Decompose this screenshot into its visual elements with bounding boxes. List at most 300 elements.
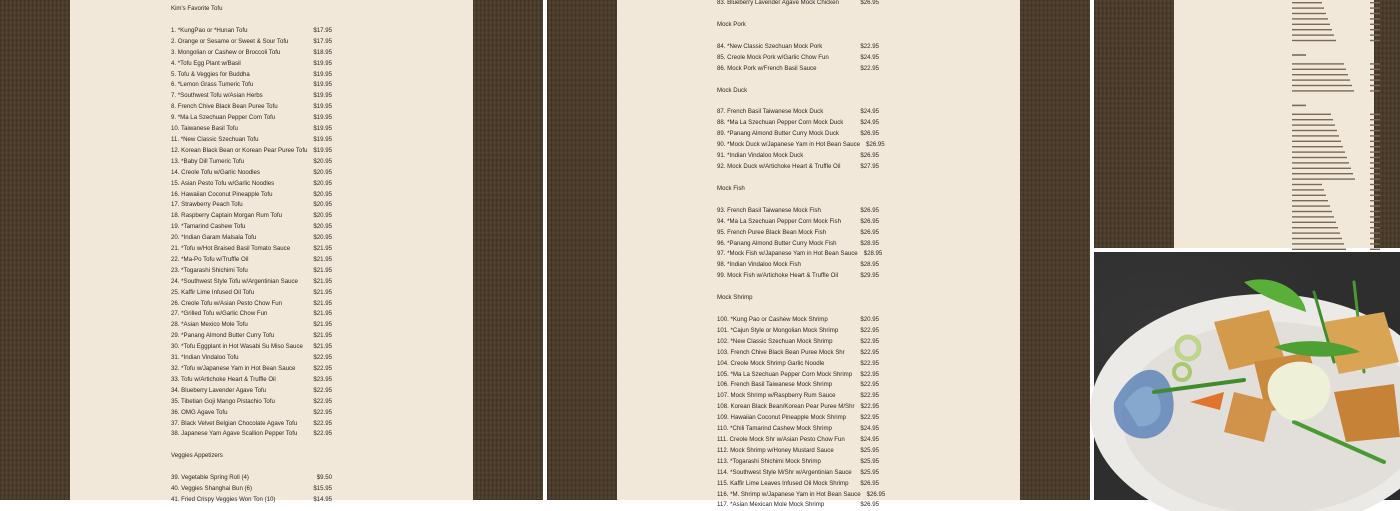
mini-text-line xyxy=(1370,227,1380,228)
menu-item xyxy=(171,484,332,495)
menu-item-name: 84. *New Classic Szechuan Mock Pork xyxy=(717,42,823,50)
menu-item-name: 115. Kaffir Lime Leaves Infused Oil Mock Shrimp xyxy=(717,479,849,487)
mini-text-line xyxy=(1292,232,1340,233)
menu-item-price: $19.95 xyxy=(313,114,332,122)
menu-item-price: $26.95 xyxy=(860,217,879,225)
menu-item-name: 28. *Asian Mexico Mole Tofu xyxy=(171,321,248,329)
mini-text-line xyxy=(1292,79,1350,80)
menu-item-price: $20.95 xyxy=(313,201,332,209)
menu-item-price: $21.95 xyxy=(313,299,332,307)
menu-item-price: $20.95 xyxy=(313,179,332,187)
menu-item xyxy=(717,260,879,271)
menu-item-price: $26.95 xyxy=(860,206,879,214)
mini-text-line xyxy=(1292,162,1349,163)
menu-item-price: $21.95 xyxy=(313,288,332,296)
menu-item-name: 4. *Tofu Egg Plant w/Basil xyxy=(171,59,241,67)
menu-item-price: $22.95 xyxy=(860,414,879,422)
menu-item xyxy=(171,146,332,157)
menu-item xyxy=(717,129,879,140)
menu-item-name: 24. *Southwest Style Tofu w/Argentinian Sauce xyxy=(171,277,298,285)
mini-text-line xyxy=(1370,29,1380,30)
menu-item-name: 96. *Panang Almond Butter Curry Mock Fish xyxy=(717,239,837,247)
mini-text-line xyxy=(1292,24,1330,25)
menu-item-name: 89. *Panang Almond Butter Curry Mock Duck xyxy=(717,130,839,138)
mini-text-line xyxy=(1370,232,1380,233)
menu-item-name: 39. Vegetable Spring Roll (4) xyxy=(171,474,249,482)
menu-item-price: $22.95 xyxy=(313,397,332,405)
menu-item xyxy=(171,37,332,48)
menu-item xyxy=(171,429,332,440)
mini-text-line xyxy=(1370,146,1380,147)
menu-item-price: $20.95 xyxy=(313,223,332,231)
mini-text-line xyxy=(1292,157,1347,158)
menu-item xyxy=(717,206,879,217)
menu-item xyxy=(717,500,879,511)
menu-item-price: $22.95 xyxy=(860,403,880,411)
menu-item-price: $14.95 xyxy=(313,496,332,504)
menu-item-name: 7. *Southwest Tofu w/Asian Herbs xyxy=(171,92,263,100)
menu-item-price: $20.95 xyxy=(313,190,332,198)
mini-text-line xyxy=(1292,54,1306,56)
menu-item xyxy=(171,179,332,190)
menu-item-name: 108. Korean Black Bean/Korean Pear Puree M/Shr xyxy=(717,403,855,411)
menu-item xyxy=(171,26,332,37)
menu-item-price: $22.95 xyxy=(860,348,879,356)
menu-page-2-content xyxy=(717,0,886,511)
menu-item-name: 23. *Togarashi Shichimi Tofu xyxy=(171,266,248,274)
menu-item-price: $19.95 xyxy=(313,146,333,154)
menu-item xyxy=(717,118,879,129)
mini-text-line xyxy=(1370,34,1380,35)
mini-text-line xyxy=(1370,63,1380,64)
mini-text-line xyxy=(1370,79,1380,80)
mini-text-line xyxy=(1292,168,1351,169)
menu-item-price: $22.95 xyxy=(860,392,879,400)
menu-item xyxy=(717,446,879,457)
menu-item-name: 99. Mock Fish w/Artichoke Heart & Truffle Oil xyxy=(717,272,839,280)
mini-text-line xyxy=(1370,124,1380,125)
menu-item-name: 88. *Ma La Szechuan Pepper Corn Mock Duck xyxy=(717,119,844,127)
menu-item-price: $19.95 xyxy=(313,125,332,133)
mini-text-line xyxy=(1370,114,1380,115)
menu-item-name: 87. French Basil Taiwanese Mock Duck xyxy=(717,108,824,116)
menu-item-name: 106. French Basil Taiwanese Mock Shrimp xyxy=(717,381,833,389)
mini-text-line xyxy=(1292,222,1336,223)
menu-item xyxy=(171,288,332,299)
menu-item-name: 25. Kaffir Lime Infused Oil Tofu xyxy=(171,288,255,296)
mini-text-line xyxy=(1292,90,1354,91)
menu-item-name: 114. *Southwest Style M/Shr w/Argentinian Sauce xyxy=(717,468,852,476)
menu-item-name: 98. *Indian Vindaloo Mock Fish xyxy=(717,261,801,269)
menu-item-name: 21. *Tofu w/Hot Braised Basil Tomato Sauce xyxy=(171,245,291,253)
menu-item xyxy=(171,309,332,320)
mini-text-line xyxy=(1370,135,1380,136)
menu-item xyxy=(171,495,332,506)
menu-item-name: 5. Tofu & Veggies for Buddha xyxy=(171,70,250,78)
menu-item-name: 90. *Mock Duck w/Japanese Yam in Hot Bean Sauce xyxy=(717,141,861,149)
mini-text-line xyxy=(1292,146,1343,147)
menu-item-name: 101. *Cajun Style or Mongolian Mock Shrimp xyxy=(717,326,839,334)
menu-item-price: $17.95 xyxy=(313,26,332,34)
mini-text-line xyxy=(1292,141,1341,142)
menu-page-1-tile[interactable] xyxy=(0,0,543,504)
mini-text-line xyxy=(1292,243,1344,244)
menu-item xyxy=(717,468,879,479)
mini-text-line xyxy=(1292,69,1346,70)
section-title: Mock Pork xyxy=(717,20,746,28)
menu-item-name: 19. *Tamarind Cashew Tofu xyxy=(171,223,246,231)
menu-item-price: $24.95 xyxy=(860,425,879,433)
menu-item-price: $19.95 xyxy=(313,135,332,143)
mini-text-line xyxy=(1370,195,1380,196)
mini-text-line xyxy=(1370,168,1380,169)
mini-text-line xyxy=(1292,211,1332,212)
menu-item-name: 113. *Togarashi Shichimi Mock Shrimp xyxy=(717,457,821,465)
menu-item-name: 18. Raspberry Captain Morgan Rum Tofu xyxy=(171,212,282,220)
menu-item-price: $20.95 xyxy=(313,234,332,242)
menu-item-price: $20.95 xyxy=(860,316,879,324)
menu-item xyxy=(717,217,879,228)
menu-item-name: 34. Blueberry Lavender Agave Tofu xyxy=(171,386,267,394)
menu-item-name: 102. *New Classic Szechuan Mock Shrimp xyxy=(717,337,833,345)
menu-item-price: $20.95 xyxy=(313,157,332,165)
menu-item-name: 38. Japanese Yam Agave Scallion Pepper Tofu xyxy=(171,430,298,438)
menu-item-price: $9.50 xyxy=(316,474,332,482)
menu-item-name: 17. Strawberry Peach Tofu xyxy=(171,201,243,209)
menu-item-name: 15. Asian Pesto Tofu w/Garlic Noodles xyxy=(171,179,275,187)
section-title-veggies-appetizers: Veggies Appetizers xyxy=(171,452,223,460)
menu-item-price: $25.95 xyxy=(860,457,879,465)
mini-text-line xyxy=(1370,130,1380,131)
mini-text-line xyxy=(1370,178,1380,179)
menu-item-name: 105. *Ma La Szechuan Pepper Corn Mock Shrimp xyxy=(717,370,853,378)
mini-text-line xyxy=(1370,74,1380,75)
mini-text-line xyxy=(1292,40,1336,41)
menu-item-name: 100. *Kung Pao or Cashew Mock Shrimp xyxy=(717,316,828,324)
menu-item-name: 41. Fried Crispy Veggies Won Ton (10) xyxy=(171,496,276,504)
menu-item xyxy=(717,107,879,118)
menu-item xyxy=(171,222,332,233)
mini-text-line xyxy=(1292,124,1335,125)
menu-item-name: 107. Mock Shrimp w/Raspberry Rum Sauce xyxy=(717,392,836,400)
menu-item-price: $22.95 xyxy=(860,337,879,345)
menu-item-name: 112. Mock Shrimp w/Honey Mustard Sauce xyxy=(717,446,834,454)
mini-text-line xyxy=(1370,40,1380,41)
menu-item xyxy=(171,331,332,342)
mini-text-line xyxy=(1370,200,1380,201)
menu-item-name: 22. *Ma-Po Tofu w/Truffle Oil xyxy=(171,255,249,263)
menu-item-name: 93. French Basil Taiwanese Mock Fish xyxy=(717,206,821,214)
menu-item xyxy=(171,299,332,310)
menu-item-price: $24.95 xyxy=(860,119,879,127)
section-title-kims-favorite-tofu: Kim's Favorite Tofu xyxy=(171,5,223,12)
mini-text-line xyxy=(1292,178,1355,179)
mini-text-line xyxy=(1292,7,1324,8)
menu-page-2-tile[interactable] xyxy=(547,0,1090,509)
menu-item-price: $22.95 xyxy=(313,430,332,438)
menu-item-price: $23.95 xyxy=(313,375,332,383)
mini-text-line xyxy=(1292,85,1352,86)
menu-item-name: 94. *Ma La Szechuan Pepper Corn Mock Fish xyxy=(717,217,841,225)
menu-item xyxy=(171,397,332,408)
menu-item-name: 111. Creole Mock Shr w/Asian Pesto Chow Fun xyxy=(717,436,845,443)
menu-item-name: 37. Black Velvet Belgian Chocolate Agave Tofu xyxy=(171,419,298,427)
section-title: Mock Shrimp xyxy=(717,294,753,302)
menu-item xyxy=(717,370,879,381)
menu-item xyxy=(171,80,332,91)
menu-item xyxy=(717,402,879,413)
menu-item xyxy=(717,228,879,239)
menu-item-price: $27.95 xyxy=(860,162,879,170)
menu-item-price: $22.95 xyxy=(860,381,879,389)
mini-text-line xyxy=(1292,13,1326,14)
menu-item-price: $25.95 xyxy=(860,446,879,454)
mini-text-line xyxy=(1370,69,1380,70)
menu-item xyxy=(171,48,332,59)
mini-text-line xyxy=(1370,222,1380,223)
menu-item xyxy=(171,59,332,70)
menu-item-price: $20.95 xyxy=(313,212,332,220)
section-title: Mock Duck xyxy=(717,86,748,94)
menu-item-price: $22.95 xyxy=(313,354,332,362)
menu-item xyxy=(171,408,332,419)
menu-item xyxy=(171,113,332,124)
menu-item xyxy=(171,168,332,179)
menu-item-price: $21.95 xyxy=(313,245,332,253)
menu-item-name: 26. Creole Tofu w/Asian Pesto Chow Fun xyxy=(171,299,282,307)
menu-item-name: 2. Orange or Sesame or Sweet & Sour Tofu xyxy=(171,37,289,45)
menu-item-price: $19.95 xyxy=(313,59,332,67)
mini-text-line xyxy=(1370,173,1380,174)
mini-text-line xyxy=(1370,189,1380,190)
menu-item xyxy=(171,200,332,211)
menu-item-price: $26.95 xyxy=(860,228,879,236)
menu-item-price: $22.95 xyxy=(313,408,332,416)
mini-text-line xyxy=(1292,63,1344,64)
menu-item xyxy=(717,479,879,490)
menu-item xyxy=(171,244,332,255)
menu-item-price: $22.95 xyxy=(313,386,332,394)
menu-item-name: 14. Creole Tofu w/Garlic Noodles xyxy=(171,168,260,176)
menu-item-name: 109. Hawaiian Coconut Pineapple Mock Shrimp xyxy=(717,414,847,422)
mini-text-line xyxy=(1292,249,1346,250)
mini-text-line xyxy=(1370,243,1380,244)
menu-item-price: $22.95 xyxy=(860,42,879,50)
menu-item-price: $21.95 xyxy=(313,266,332,274)
menu-item-name: 35. Tibetian Goji Mango Pistachio Tofu xyxy=(171,397,275,405)
menu-item xyxy=(717,239,879,250)
mini-text-line xyxy=(1292,119,1333,120)
menu-item-name: 110. *Chili Tamarind Cashew Mock Shrimp xyxy=(717,425,832,433)
menu-item-price: $26.95 xyxy=(866,141,885,149)
menu-item-price: $21.95 xyxy=(313,255,332,263)
menu-item-price: $22.95 xyxy=(313,419,332,427)
menu-item-name: 10. Taiwanese Basil Tofu xyxy=(171,125,238,133)
menu-items-list xyxy=(171,26,332,440)
menu-item-name: 116. *M. Shrimp w/Japanese Yam in Hot Bean Sauce xyxy=(717,490,861,498)
menu-item-name: 3. Mongolian or Cashew or Broccoli Tofu xyxy=(171,48,281,56)
menu-item-price: $17.95 xyxy=(313,37,332,45)
menu-item xyxy=(717,64,879,75)
mini-text-line xyxy=(1292,135,1339,136)
mini-text-line xyxy=(1292,184,1322,185)
menu-page-1-content xyxy=(171,0,332,506)
menu-item xyxy=(171,419,332,430)
menu-item xyxy=(171,91,332,102)
menu-item-name: 1. *KungPao or *Hunan Tofu xyxy=(171,26,248,34)
menu-item xyxy=(171,124,332,135)
menu-item xyxy=(171,266,332,277)
mini-text-line xyxy=(1370,249,1380,250)
menu-item-price: $22.95 xyxy=(860,370,879,378)
menu-item-name: 83. Blueberry Lavender Agave Mock Chicken xyxy=(717,0,839,6)
mini-text-line xyxy=(1370,13,1380,14)
mini-text-line xyxy=(1292,29,1332,30)
menu-item-price: $21.95 xyxy=(313,332,332,340)
menu-item-name: 11. *New Classic Szechuan Tofu xyxy=(171,135,259,143)
menu-item xyxy=(171,364,332,375)
menu-item-name: 12. Korean Black Bean or Korean Pear Puree Tofu xyxy=(171,146,308,154)
menu-item xyxy=(717,380,879,391)
menu-item xyxy=(171,135,332,146)
menu-item-name: 86. Mock Pork w/French Basil Sauce xyxy=(717,64,817,72)
menu-item xyxy=(171,70,332,81)
mini-text-line xyxy=(1370,157,1380,158)
menu-item-name: 104. Creole Mock Shrimp Garlic Noodle xyxy=(717,359,825,367)
menu-item-price: $24.95 xyxy=(860,108,879,116)
menu-item-name: 29. *Panang Almond Butter Curry Tofu xyxy=(171,332,275,340)
menu-item-price: $18.95 xyxy=(313,48,332,56)
mini-text-line xyxy=(1370,119,1380,120)
menu-item xyxy=(171,211,332,222)
menu-item-price: $22.95 xyxy=(313,365,332,372)
menu-item-price: $22.95 xyxy=(860,326,879,334)
menu-item-price: $28.95 xyxy=(860,239,879,247)
mini-text-line xyxy=(1292,227,1338,228)
menu-item-name: 117. *Asian Mexican Mole Mock Shrimp xyxy=(717,501,825,509)
mini-text-line xyxy=(1292,114,1331,115)
menu-item xyxy=(717,315,879,326)
menu-item-name: 92. Mock Duck w/Artichoke Heart & Truffle Oil xyxy=(717,162,841,170)
mini-text-line xyxy=(1292,173,1353,174)
menu-item-price: $28.95 xyxy=(863,250,883,258)
menu-item-price: $26.95 xyxy=(860,501,879,509)
menu-item xyxy=(717,53,879,64)
menu-item xyxy=(717,359,879,370)
mini-text-line xyxy=(1292,34,1334,35)
menu-item-price: $22.95 xyxy=(860,359,879,367)
menu-item xyxy=(171,255,332,266)
menu-item xyxy=(171,320,332,331)
menu-item-price: $20.95 xyxy=(313,168,332,176)
menu-item xyxy=(171,190,332,201)
menu-item-name: 40. Veggies Shanghai Bun (6) xyxy=(171,485,252,493)
menu-item xyxy=(171,386,332,397)
menu-item-price: $26.95 xyxy=(860,479,879,487)
menu-item-name: 13. *Baby Dill Tumeric Tofu xyxy=(171,157,245,165)
menu-item-name: 95. French Puree Black Bean Mock Fish xyxy=(717,228,827,236)
menu-item-price: $25.95 xyxy=(860,468,879,476)
menu-item-price: $24.95 xyxy=(860,53,879,61)
menu-items-list xyxy=(171,473,332,506)
mini-text-line xyxy=(1370,205,1380,206)
menu-item xyxy=(717,457,879,468)
menu-item xyxy=(171,473,332,484)
mini-text-line xyxy=(1370,7,1380,8)
mini-text-line xyxy=(1292,238,1342,239)
mini-text-line xyxy=(1370,238,1380,239)
menu-item xyxy=(171,102,332,113)
mini-text-line xyxy=(1370,184,1380,185)
menu-item-name: 33. Tofu w/Artichoke Heart & Truffle Oil xyxy=(171,375,276,383)
mini-text-line xyxy=(1292,151,1345,152)
mini-text-line xyxy=(1292,2,1322,3)
menu-item xyxy=(171,157,332,168)
menu-item xyxy=(717,337,879,348)
menu-item xyxy=(717,490,886,501)
menu-item xyxy=(171,342,332,353)
menu-item-price: $19.95 xyxy=(313,81,332,89)
menu-item-name: 30. *Tofu Eggplant in Hot Wasabi Su Miso Sauce xyxy=(171,343,303,351)
menu-item-name: 32. *Tofu w/Japanese Yam in Hot Bean Sauce xyxy=(171,365,296,372)
menu-item xyxy=(717,391,879,402)
dish-photo-tile[interactable] xyxy=(1094,252,1400,500)
menu-item-name: 31. *Indian Vindaloo Tofu xyxy=(171,354,239,362)
menu-item xyxy=(717,42,879,53)
menu-item-price: $19.95 xyxy=(313,103,332,111)
menu-item xyxy=(717,348,879,359)
menu-item xyxy=(717,0,879,9)
menu-item-price: $19.95 xyxy=(313,92,332,100)
menu-item-name: 27. *Grilled Tofu w/Garlic Chow Fun xyxy=(171,310,268,318)
menu-item-price: $21.95 xyxy=(313,310,332,318)
menu-item-price: $21.95 xyxy=(313,343,332,351)
menu-item-name: 9. *Ma La Szechuan Pepper Corn Tofu xyxy=(171,114,276,122)
menu-item-name: 16. Hawaiian Coconut Pineapple Tofu xyxy=(171,190,273,198)
menu-item xyxy=(171,277,332,288)
mini-text-line xyxy=(1370,211,1380,212)
mini-text-line xyxy=(1370,85,1380,86)
menu-text-miniature xyxy=(1094,0,1400,248)
menu-item xyxy=(717,424,879,435)
menu-item-price: $26.95 xyxy=(866,490,886,498)
mini-text-line xyxy=(1292,195,1326,196)
menu-item-price: $21.95 xyxy=(313,277,332,285)
menu-item xyxy=(717,435,879,446)
menu-item xyxy=(171,233,332,244)
menu-item-price: $26.95 xyxy=(860,0,879,6)
menu-item xyxy=(717,249,883,260)
menu-item xyxy=(171,353,332,364)
mini-text-line xyxy=(1292,18,1328,19)
mini-text-line xyxy=(1370,24,1380,25)
menu-page-3-tile[interactable] xyxy=(1094,0,1400,248)
menu-item-name: 6. *Lemon Grass Tumeric Tofu xyxy=(171,81,254,89)
menu-item xyxy=(717,140,885,151)
menu-item-price: $21.95 xyxy=(313,321,332,329)
menu-item-name: 36. OMG Agave Tofu xyxy=(171,408,228,416)
mini-text-line xyxy=(1370,162,1380,163)
menu-item xyxy=(717,162,879,173)
menu-item xyxy=(717,271,879,282)
section-title: Mock Fish xyxy=(717,184,745,192)
menu-item-name: 91. *Indian Vindaloo Mock Duck xyxy=(717,152,804,160)
menu-item-price: $26.95 xyxy=(860,130,879,138)
menu-item-price: $22.95 xyxy=(860,64,879,72)
menu-item-price: $19.95 xyxy=(313,70,332,78)
mini-text-line xyxy=(1370,2,1380,3)
mini-text-line xyxy=(1370,141,1380,142)
